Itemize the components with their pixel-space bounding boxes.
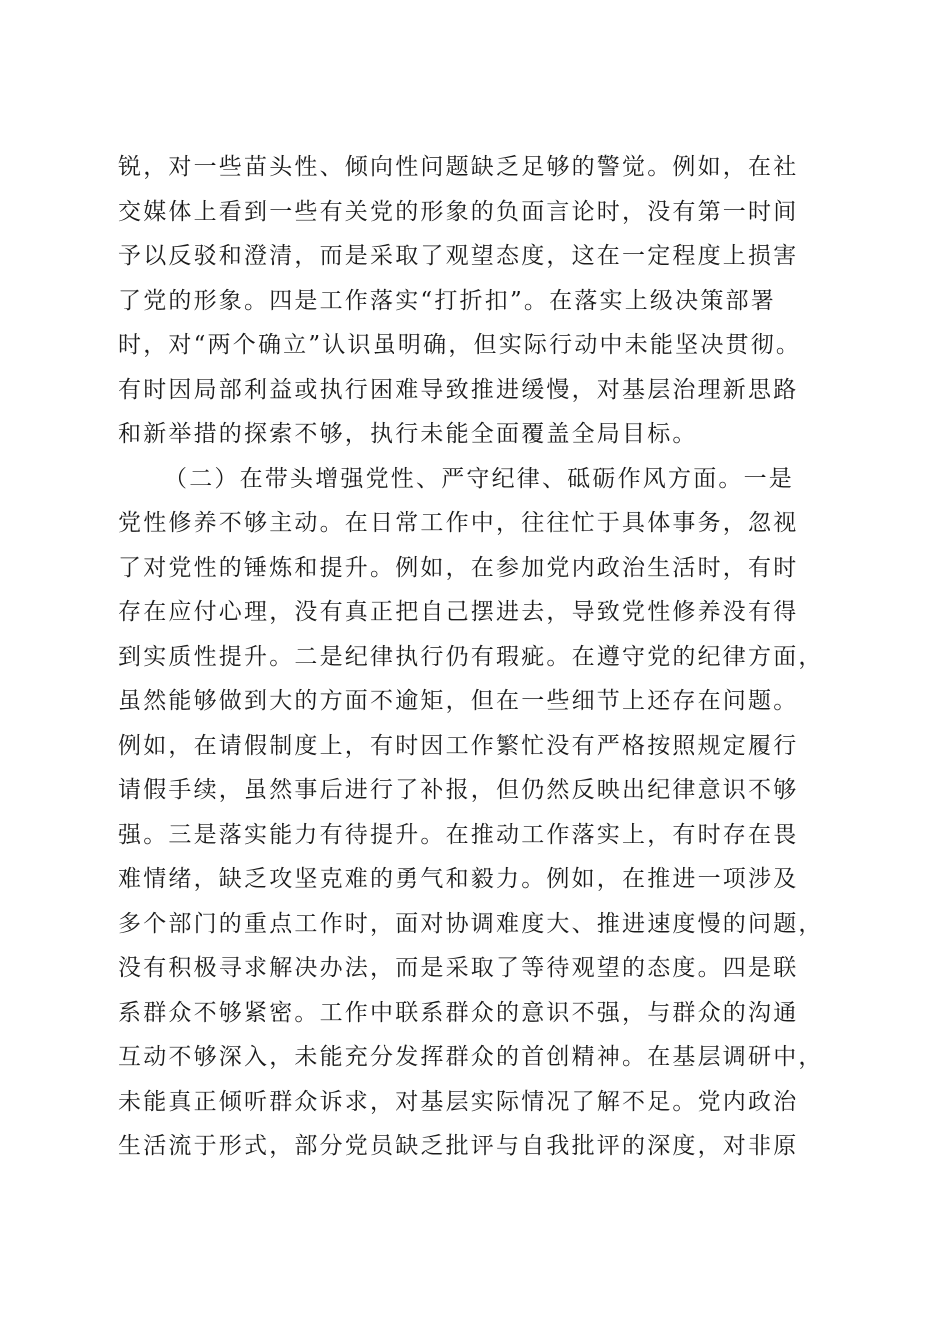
text-line: 交媒体上看到一些有关党的形象的负面言论时，没有第一时间 — [118, 198, 799, 225]
text-line: 锐，对一些苗头性、倾向性问题缺乏足够的警觉。例如，在社 — [118, 154, 799, 180]
body-text — [118, 145, 838, 1169]
text-line: 到实质性提升。二是纪律执行仍有瑕疵。在遵守党的纪律方面， — [118, 643, 824, 670]
text-line: 多个部门的重点工作时，面对协调难度大、推进速度慢的问题， — [118, 910, 824, 937]
text-line: 难情绪，缺乏攻坚克难的勇气和毅力。例如，在推进一项涉及 — [118, 866, 799, 892]
text-line: 了对党性的锤炼和提升。例如，在参加党内政治生活时，有时 — [118, 554, 799, 581]
text-line: 有时因局部利益或执行困难导致推进缓慢，对基层治理新思路 — [118, 376, 799, 403]
text-line: 予以反驳和澄清，而是采取了观望态度，这在一定程度上损害 — [118, 243, 799, 269]
text-line: 和新举措的探索不够，执行未能全面覆盖全局目标。 — [118, 421, 698, 447]
text-line: 虽然能够做到大的方面不逾矩，但在一些细节上还存在问题。 — [118, 688, 799, 714]
text-line: 系群众不够紧密。工作中联系群众的意识不强，与群众的沟通 — [118, 999, 799, 1026]
text-line: 了党的形象。四是工作落实“打折扣”。在落实上级决策部署 — [118, 287, 776, 314]
text-line: 互动不够深入，未能充分发挥群众的首创精神。在基层调研中， — [118, 1044, 824, 1070]
text-line: 例如，在请假制度上，有时因工作繁忙没有严格按照规定履行 — [118, 732, 799, 759]
text-line: 没有积极寻求解决办法，而是采取了等待观望的态度。四是联 — [118, 955, 799, 981]
text-line: 未能真正倾听群众诉求，对基层实际情况了解不足。党内政治 — [118, 1088, 799, 1115]
text-line: 时，对“两个确立”认识虽明确，但实际行动中未能坚决贯彻。 — [118, 332, 802, 358]
text-line: 生活流于形式，部分党员缺乏批评与自我批评的深度，对非原 — [118, 1133, 799, 1159]
text-line: 党性修养不够主动。在日常工作中，往往忙于具体事务，忽视 — [118, 510, 799, 536]
text-line: 请假手续，虽然事后进行了补报，但仍然反映出纪律意识不够 — [118, 777, 799, 803]
text-line: 强。三是落实能力有待提升。在推动工作落实上，有时存在畏 — [118, 821, 799, 848]
section-heading-line: （二）在带头增强党性、严守纪律、砥砺作风方面。一是 — [164, 465, 794, 492]
text-line: 存在应付心理，没有真正把自己摆进去，导致党性修养没有得 — [118, 599, 799, 625]
